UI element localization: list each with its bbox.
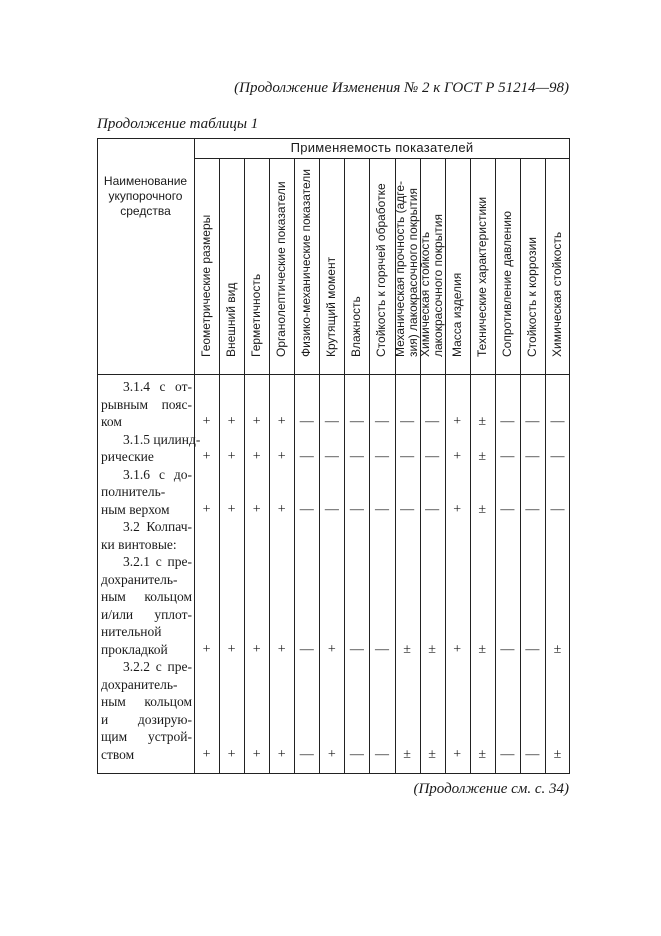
value-cell: — — [400, 449, 415, 464]
column-header-text: Органолептические показатели — [274, 181, 289, 357]
row-label — [97, 431, 201, 466]
column-header — [319, 158, 344, 374]
column-header — [445, 158, 470, 374]
value-cell: — — [500, 501, 515, 517]
row-label-line: ком — [101, 414, 122, 429]
value-cell: + — [453, 746, 462, 762]
row-label — [97, 518, 194, 553]
row-label-line: ством — [101, 746, 135, 762]
value-cell: + — [202, 449, 211, 464]
value-cell: — — [550, 414, 565, 429]
column-header-text: Технические характеристики — [474, 196, 489, 357]
value-cell: — — [525, 414, 540, 429]
column-header-text: Влажность — [349, 296, 364, 357]
value-cell: — — [550, 449, 565, 464]
row-label-line: дохранитель- — [101, 676, 178, 692]
value-cell: ± — [478, 501, 487, 517]
row-label-line: ным кольцом — [101, 694, 192, 709]
name-header-line: средства — [120, 204, 171, 218]
value-cell: — — [374, 641, 389, 657]
row-label-line: рические — [101, 449, 154, 464]
value-cell: — — [349, 414, 364, 429]
value-cell: — — [324, 449, 339, 464]
value-cell: — — [374, 501, 389, 517]
column-header-text: Геометрические размеры — [199, 214, 214, 357]
value-cell: — — [324, 501, 339, 517]
row-label-line: ки винтовые: — [101, 536, 177, 552]
column-header — [219, 158, 244, 374]
value-cell: + — [227, 414, 236, 429]
row-label-line: полнитель- — [101, 484, 166, 499]
value-cell: + — [227, 746, 236, 762]
column-header — [545, 158, 570, 374]
row-label-line: 3.1.4 с от- — [123, 379, 192, 394]
value-cell: — — [550, 501, 565, 517]
row-label — [97, 553, 194, 658]
value-cell: — — [500, 414, 515, 429]
value-cell: + — [327, 746, 336, 762]
value-cell: — — [374, 746, 389, 762]
value-cell: — — [525, 746, 540, 762]
value-cell: + — [453, 501, 462, 517]
group-header: Применяемость показателей — [290, 140, 474, 155]
column-header — [420, 158, 445, 374]
value-cell: — — [500, 641, 515, 657]
value-cell: — — [374, 414, 389, 429]
row-label-line: и/или уплот- — [101, 606, 192, 622]
value-cell: — — [299, 501, 314, 517]
value-cell: — — [299, 746, 314, 762]
value-cell: — — [525, 641, 540, 657]
value-cell: + — [202, 414, 211, 429]
column-header — [395, 158, 420, 374]
value-cell: ± — [478, 414, 487, 429]
column-header-text: Сопротивление давлению — [499, 210, 514, 357]
value-cell: — — [374, 449, 389, 464]
value-cell: + — [227, 641, 236, 657]
value-cell: — — [349, 449, 364, 464]
applicability-table — [97, 138, 570, 774]
value-cell: + — [277, 746, 286, 762]
value-cell: — — [500, 746, 515, 762]
row-label — [97, 658, 194, 763]
value-cell: + — [453, 414, 462, 429]
column-header — [369, 158, 394, 374]
value-cell: + — [252, 641, 261, 657]
value-cell: + — [202, 641, 211, 657]
value-cell: + — [277, 449, 286, 464]
value-cell: — — [349, 501, 364, 517]
name-header-line: Наименование — [103, 174, 188, 188]
value-cell: + — [227, 449, 236, 464]
value-cell: + — [453, 449, 462, 464]
row-label-line: 3.2 Колпач- — [123, 519, 192, 534]
footer-note: (Продолжение см. с. 34) — [413, 781, 569, 797]
row-label — [97, 466, 194, 519]
column-header-text: Химическая стойкость — [549, 231, 564, 357]
value-cell: — — [324, 414, 339, 429]
value-cell: ± — [553, 641, 562, 657]
row-label — [97, 378, 194, 431]
column-header-text: Масса изделия — [449, 272, 464, 357]
value-cell: ± — [403, 746, 411, 762]
column-header-text: лакокрасочного покрытия — [431, 214, 446, 357]
column-header — [470, 158, 495, 374]
row-label-line: нительной — [101, 624, 162, 639]
row-label-line: щим устрой- — [101, 729, 192, 744]
value-cell: + — [277, 501, 286, 517]
value-cell: — — [525, 501, 540, 517]
value-cell: + — [252, 746, 261, 762]
table-caption: Продолжение таблицы 1 — [97, 116, 259, 132]
column-header — [344, 158, 369, 374]
value-cell: — — [425, 501, 440, 517]
column-header-text: Химическая стойкость — [418, 231, 433, 357]
row-label-line: 3.1.5 цилинд- — [123, 431, 201, 447]
row-label-line: дохранитель- — [101, 571, 178, 587]
value-cell: — — [425, 414, 440, 429]
value-cell: + — [252, 501, 261, 517]
value-cell: + — [202, 746, 211, 762]
column-header-text: Крутящий момент — [324, 256, 339, 357]
row-label-line: ным кольцом — [101, 589, 192, 604]
value-cell: ± — [428, 641, 436, 657]
value-cell: + — [202, 501, 211, 517]
header-note: (Продолжение Изменения № 2 к ГОСТ Р 51214—98) — [234, 80, 569, 96]
value-cell: — — [425, 449, 440, 464]
row-label-line: 3.2.2 с пре- — [123, 659, 192, 674]
value-cell: — — [299, 449, 314, 464]
column-header-text: зия) лакокрасочного покрытия — [406, 187, 421, 357]
row-label-line: 3.2.1 с пре- — [123, 554, 192, 569]
column-header — [495, 158, 520, 374]
column-header-text: Физико-механические показатели — [299, 169, 314, 357]
value-cell: — — [349, 746, 364, 762]
value-cell: — — [299, 414, 314, 429]
row-label-line: 3.1.6 с до- — [123, 466, 192, 482]
value-cell: + — [252, 449, 261, 464]
column-header — [194, 158, 219, 374]
value-cell: + — [277, 414, 286, 429]
column-header — [520, 158, 545, 374]
header-divider — [97, 374, 570, 375]
row-label-line: и дозирую- — [101, 711, 192, 727]
column-header-text: Внешний вид — [224, 282, 239, 357]
column-header-text: Герметичность — [249, 273, 264, 357]
column-header-text: Стойкость к коррозии — [524, 237, 539, 357]
row-label-line: ным верхом — [101, 501, 170, 517]
row-label-line: прокладкой — [101, 641, 168, 657]
column-header — [294, 158, 319, 374]
column-header-text: Механическая прочность (адге- — [393, 180, 408, 357]
name-column-header — [97, 174, 194, 219]
value-cell: ± — [403, 641, 411, 657]
value-cell: + — [453, 641, 462, 657]
value-cell: — — [525, 449, 540, 464]
value-cell: — — [349, 641, 364, 657]
value-cell: + — [227, 501, 236, 517]
column-header — [244, 158, 269, 374]
value-cell: ± — [478, 746, 487, 762]
value-cell: — — [400, 501, 415, 517]
value-cell: — — [500, 449, 515, 464]
value-cell: — — [299, 641, 314, 657]
value-cell: ± — [553, 746, 562, 762]
value-cell: — — [400, 414, 415, 429]
value-cell: ± — [478, 449, 487, 464]
value-cell: + — [327, 641, 336, 657]
value-cell: + — [277, 641, 286, 657]
value-cell: + — [252, 414, 261, 429]
value-cell: ± — [478, 641, 487, 657]
value-cell: ± — [428, 746, 436, 762]
name-header-line: укупорочного — [108, 189, 183, 203]
column-header — [269, 158, 294, 374]
row-label-line: рывным пояс- — [101, 396, 192, 412]
column-header-text: Стойкость к горячей обработке — [374, 183, 389, 357]
